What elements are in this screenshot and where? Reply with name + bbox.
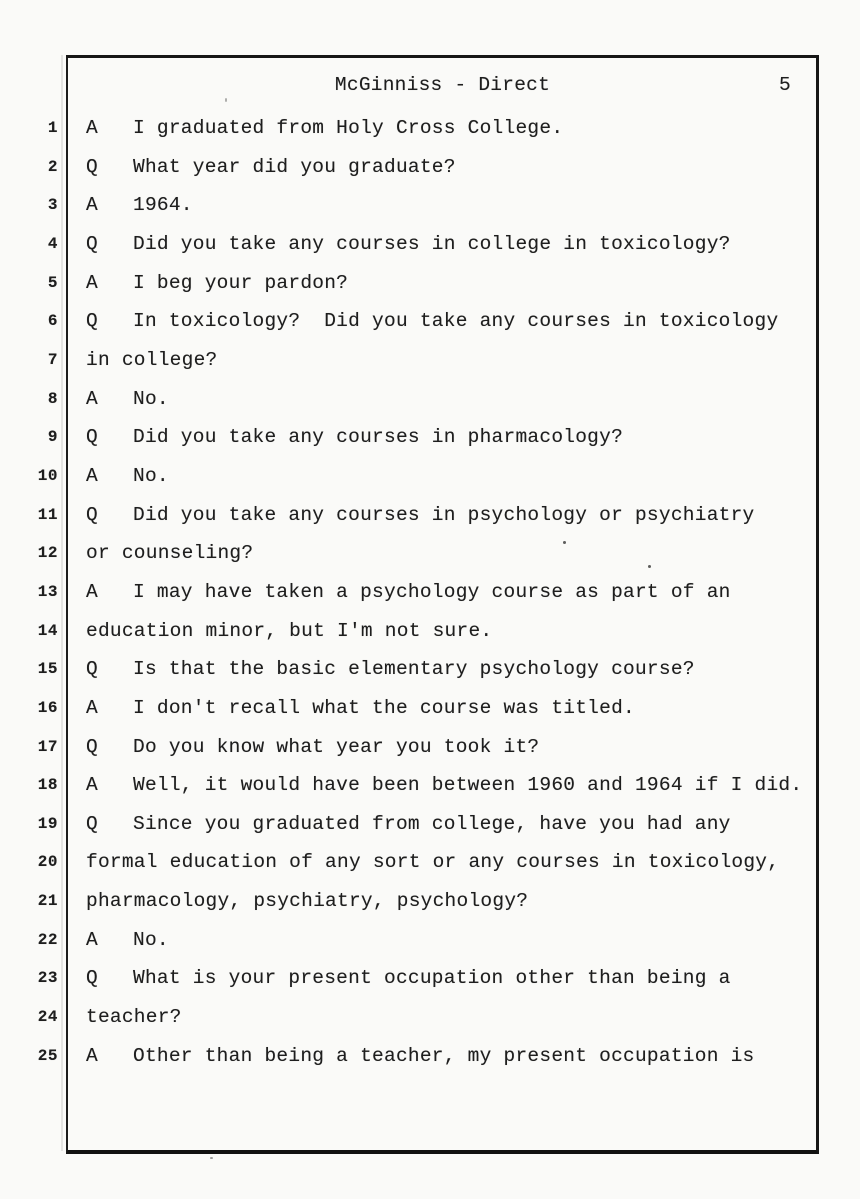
transcript-line xyxy=(0,264,860,303)
line-number: 21 xyxy=(37,892,58,911)
line-text: Did you take any courses in pharmacology? xyxy=(133,426,624,449)
scan-speck xyxy=(648,565,651,568)
line-body xyxy=(86,882,528,921)
line-body xyxy=(86,805,731,844)
line-number: 3 xyxy=(47,196,58,215)
line-text: I don't recall what the course was titled. xyxy=(133,696,635,719)
line-text: I beg your pardon? xyxy=(133,271,349,294)
transcript-line xyxy=(0,921,860,960)
page-number: 5 xyxy=(779,74,791,96)
transcript-line xyxy=(0,1037,860,1076)
line-number: 10 xyxy=(37,466,58,485)
line-text: in college? xyxy=(86,348,218,371)
line-number: 9 xyxy=(47,428,58,447)
transcript-line xyxy=(0,148,860,187)
transcript-line xyxy=(0,650,860,689)
line-number: 20 xyxy=(37,853,58,872)
line-number: 18 xyxy=(37,776,58,795)
line-text: In toxicology? Did you take any courses in toxicology xyxy=(133,310,779,333)
line-number: 23 xyxy=(37,969,58,988)
speaker-label: A xyxy=(86,387,98,410)
speaker-label: Q xyxy=(86,232,98,255)
transcript-line xyxy=(0,534,860,573)
line-number: 14 xyxy=(37,621,58,640)
speaker-label: Q xyxy=(86,155,98,178)
transcript-line xyxy=(0,109,860,148)
transcript-line xyxy=(0,573,860,612)
page-header xyxy=(66,72,819,98)
transcript-line xyxy=(0,959,860,998)
transcript-line xyxy=(0,998,860,1037)
speaker-label: A xyxy=(86,580,98,603)
line-body xyxy=(86,998,182,1037)
transcript-line xyxy=(0,612,860,651)
line-text: teacher? xyxy=(86,1006,182,1029)
scan-speck xyxy=(210,1157,213,1159)
line-number: 2 xyxy=(47,157,58,176)
line-text: I graduated from Holy Cross College. xyxy=(133,117,564,139)
line-body xyxy=(86,341,217,380)
transcript-line xyxy=(0,766,860,805)
speaker-label: A xyxy=(86,928,98,951)
line-number: 1 xyxy=(47,119,58,137)
line-text: Well, it would have been between 1960 and 1964 if I did. xyxy=(133,774,803,797)
line-text: No. xyxy=(133,387,169,410)
line-body xyxy=(86,186,193,225)
scan-speck xyxy=(563,541,566,544)
speaker-label: Q xyxy=(86,812,98,835)
transcript-line xyxy=(0,805,860,844)
line-body xyxy=(86,689,635,728)
line-text: Did you take any courses in college in toxicology? xyxy=(133,232,731,255)
speaker-label: A xyxy=(86,696,98,719)
line-body xyxy=(86,650,695,689)
page-title: McGinniss - Direct xyxy=(334,74,551,96)
line-number: 4 xyxy=(47,234,58,253)
line-text: Is that the basic elementary psychology course? xyxy=(133,658,695,681)
line-number: 19 xyxy=(37,814,58,833)
line-text: or counseling? xyxy=(86,542,254,565)
line-text: 1964. xyxy=(133,194,193,217)
line-body xyxy=(86,109,563,148)
line-body xyxy=(86,573,731,612)
line-number: 8 xyxy=(47,389,58,408)
scan-speck xyxy=(225,98,227,102)
line-body xyxy=(86,418,623,457)
line-text: education minor, but I'm not sure. xyxy=(86,619,493,642)
line-body xyxy=(86,959,731,998)
line-text: I may have taken a psychology course as part of an xyxy=(133,580,731,603)
line-text: What year did you graduate? xyxy=(133,155,456,178)
line-text: What is your present occupation other than being a xyxy=(133,967,731,990)
transcript-line xyxy=(0,225,860,264)
transcript-line xyxy=(0,496,860,535)
transcript-line xyxy=(0,341,860,380)
line-body xyxy=(86,496,755,535)
line-number: 17 xyxy=(37,737,58,756)
transcript-lines xyxy=(0,109,860,1075)
line-text: No. xyxy=(133,928,169,951)
line-number: 5 xyxy=(47,273,58,292)
line-body xyxy=(86,534,253,573)
speaker-label: Q xyxy=(86,426,98,449)
line-text: Other than being a teacher, my present occupation is xyxy=(133,1044,755,1067)
line-number: 12 xyxy=(37,544,58,563)
speaker-label: A xyxy=(86,117,98,139)
line-text: pharmacology, psychiatry, psychology? xyxy=(86,890,529,913)
line-number: 7 xyxy=(47,350,58,369)
line-number: 25 xyxy=(37,1046,58,1065)
transcript-line xyxy=(0,689,860,728)
line-number: 11 xyxy=(37,505,58,524)
line-body xyxy=(86,1037,755,1076)
line-body xyxy=(86,264,348,303)
line-body xyxy=(86,728,539,767)
line-number: 6 xyxy=(47,312,58,331)
line-number: 16 xyxy=(37,698,58,717)
line-number: 22 xyxy=(37,930,58,949)
line-body xyxy=(86,457,169,496)
speaker-label: Q xyxy=(86,658,98,681)
transcript-line xyxy=(0,186,860,225)
speaker-label: A xyxy=(86,464,98,487)
line-body xyxy=(86,148,456,187)
transcript-line xyxy=(0,380,860,419)
line-body xyxy=(86,843,779,882)
speaker-label: Q xyxy=(86,503,98,526)
line-body xyxy=(86,302,778,341)
line-text: Did you take any courses in psychology or psychiatry xyxy=(133,503,755,526)
line-body xyxy=(86,766,802,805)
transcript-line xyxy=(0,302,860,341)
transcript-line xyxy=(0,882,860,921)
line-number: 15 xyxy=(37,660,58,679)
speaker-label: A xyxy=(86,194,98,217)
transcript-line xyxy=(0,457,860,496)
line-body xyxy=(86,612,492,651)
speaker-label: Q xyxy=(86,967,98,990)
transcript-line xyxy=(0,843,860,882)
speaker-label: A xyxy=(86,1044,98,1067)
speaker-label: A xyxy=(86,774,98,797)
line-body xyxy=(86,380,169,419)
line-text: Since you graduated from college, have you had any xyxy=(133,812,731,835)
speaker-label: A xyxy=(86,271,98,294)
speaker-label: Q xyxy=(86,735,98,758)
line-body xyxy=(86,225,731,264)
line-text: No. xyxy=(133,464,169,487)
line-body xyxy=(86,921,169,960)
transcript-line xyxy=(0,728,860,767)
line-number: 24 xyxy=(37,1008,58,1027)
transcript-line xyxy=(0,418,860,457)
line-text: Do you know what year you took it? xyxy=(133,735,540,758)
line-number: 13 xyxy=(37,582,58,601)
speaker-label: Q xyxy=(86,310,98,333)
line-text: formal education of any sort or any courses in toxicology, xyxy=(86,851,780,874)
